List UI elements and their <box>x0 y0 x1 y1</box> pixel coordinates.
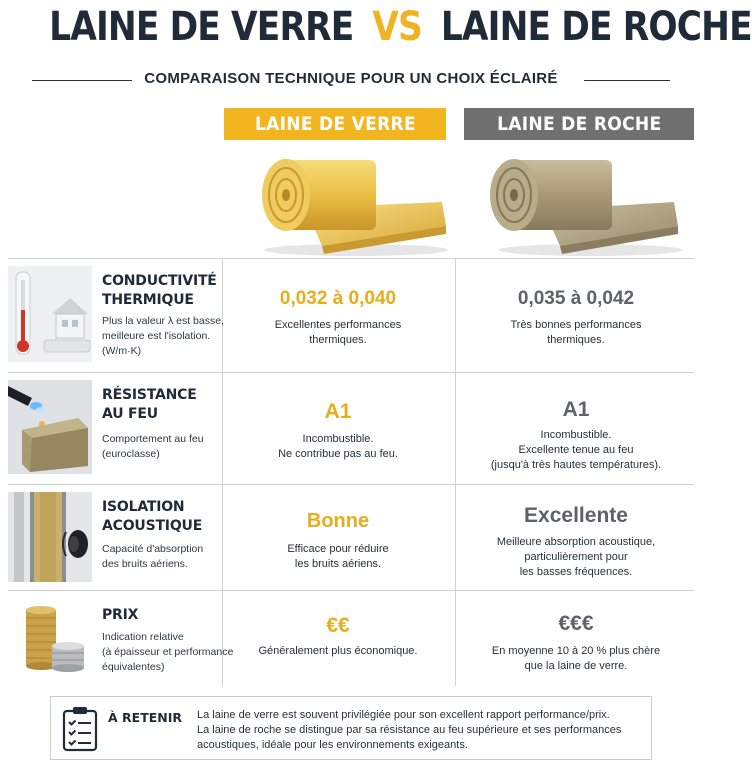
row-desc-price: Indication relative (à épaisseur et performance équivalentes) <box>102 631 234 673</box>
title-glass-wool: LAINE DE VERRE <box>49 4 354 50</box>
glass-wool-roll-image <box>246 150 450 258</box>
glass-thermal-value: 0,032 à 0,040 <box>279 288 397 309</box>
glass-acoustic-value: Bonne <box>306 510 370 532</box>
glass-price-note: Généralement plus économique. <box>258 645 418 657</box>
coins-stack-icon <box>8 596 92 680</box>
row-desc-fire: Comportement au feu (euroclasse) <box>102 433 204 460</box>
clipboard-checklist-icon <box>62 706 98 752</box>
subtitle-rule-left <box>32 80 132 81</box>
row-title-thermal: CONDUCTIVITÉ THERMIQUE <box>102 273 217 308</box>
wall-speaker-icon <box>8 492 92 582</box>
column-header-rock-wool: LAINE DE ROCHE <box>464 108 694 140</box>
page-subtitle: COMPARAISON TECHNIQUE POUR UN CHOIX ÉCLAIRÉ <box>144 70 558 87</box>
rock-acoustic-value: Excellente <box>524 504 628 527</box>
thermometer-house-icon <box>8 266 92 362</box>
rock-fire-note: Incombustible. Excellente tenue au feu (jusqu'à très hautes températures). <box>490 429 662 471</box>
subtitle-rule-right <box>584 80 670 81</box>
glass-acoustic-note: Efficace pour réduire les bruits aériens. <box>287 543 389 570</box>
torch-on-rock-wool-icon <box>8 380 92 474</box>
table-divider <box>8 372 694 373</box>
glass-thermal-note: Excellentes performances thermiques. <box>274 319 402 346</box>
title-rock-wool: LAINE DE ROCHE <box>440 4 752 50</box>
takeaway-label: À RETENIR <box>108 710 182 725</box>
table-divider <box>8 590 694 591</box>
rock-thermal-note: Très bonnes performances thermiques. <box>510 319 642 346</box>
page-title <box>49 4 752 50</box>
row-title-fire: RÉSISTANCE AU FEU <box>102 387 197 422</box>
row-desc-acoustic: Capacité d'absorption des bruits aériens. <box>102 543 204 570</box>
row-title-price: PRIX <box>102 607 139 623</box>
rock-wool-roll-image <box>480 150 684 258</box>
glass-fire-note: Incombustible. Ne contribue pas au feu. <box>278 433 398 460</box>
glass-fire-value: A1 <box>324 400 352 423</box>
row-title-acoustic: ISOLATION ACOUSTIQUE <box>102 499 203 534</box>
title-vs: VS <box>372 4 422 50</box>
table-divider <box>8 484 694 485</box>
table-divider <box>8 258 694 259</box>
column-header-glass-wool: LAINE DE VERRE <box>224 108 446 140</box>
rock-price-value: €€€ <box>558 612 594 635</box>
glass-price-value: €€ <box>326 614 350 637</box>
rock-price-note: En moyenne 10 à 20 % plus chère que la laine de verre. <box>491 645 661 672</box>
takeaway-text: La laine de verre est souvent privilégiée pour son excellent rapport performance/prix. La laine de roche se distingue par sa résistance au feu supérieure et ses performances acoustiques, idéale pour les environnements exigeants. <box>197 709 622 751</box>
rock-thermal-value: 0,035 à 0,042 <box>517 288 635 309</box>
row-desc-thermal: Plus la valeur λ est basse, meilleure est l'isolation. (W/m·K) <box>102 315 224 357</box>
rock-fire-value: A1 <box>562 398 590 421</box>
rock-acoustic-note: Meilleure absorption acoustique, particulièrement pour les basses fréquences. <box>496 536 656 578</box>
